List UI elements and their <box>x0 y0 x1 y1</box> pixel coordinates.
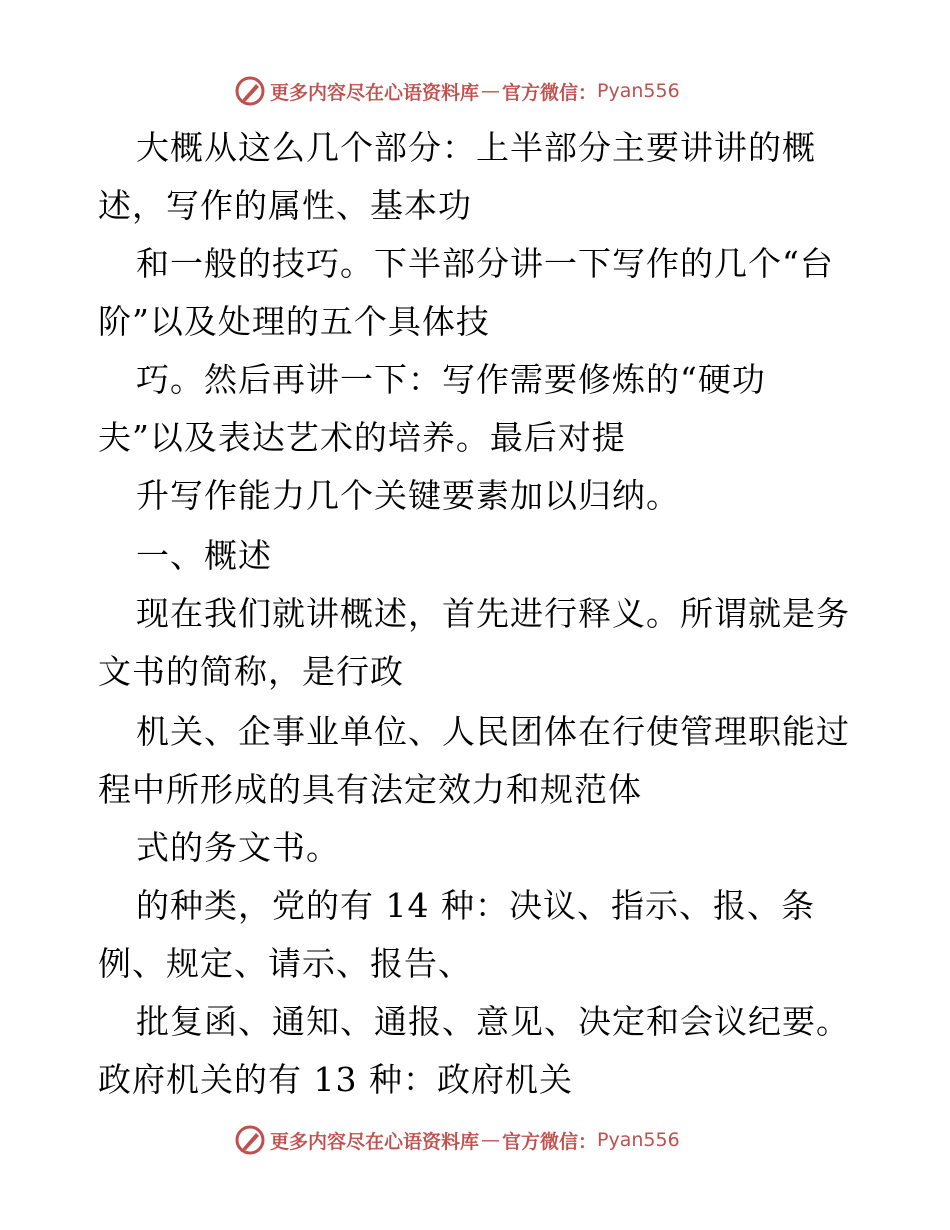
footer-watermark <box>234 1123 680 1157</box>
text-line: 的种类，党的有 14 种：决议、指示、报、条 <box>136 886 815 925</box>
watermark-text: 更多内容尽在心语资料库 <box>270 81 480 104</box>
header-watermark <box>234 74 680 108</box>
text-line: 例、规定、请示、报告、 <box>98 944 472 983</box>
pen-circle-logo-icon <box>234 75 266 107</box>
text-line: 批复函、通知、通报、意见、决定和会议纪要。 <box>136 1002 850 1041</box>
watermark-text: 更多内容尽在心语资料库 <box>270 1130 480 1153</box>
text-line: 巧。然后再讲一下：写作需要修炼的“硬功 <box>136 360 766 399</box>
watermark-official-label: 官方微信： <box>502 1130 598 1153</box>
text-line: 大概从这么几个部分：上半部分主要讲讲的概 <box>136 128 816 167</box>
text-line: 政府机关的有 13 种：政府机关 <box>98 1060 573 1099</box>
watermark-separator: — <box>481 80 501 102</box>
pen-circle-logo-icon <box>234 1124 266 1156</box>
watermark-separator: — <box>481 1129 501 1151</box>
watermark-account: Pyan556 <box>597 1129 680 1151</box>
text-line: 升写作能力几个关键要素加以归纳。 <box>136 476 680 515</box>
section-heading: 一、概述 <box>136 536 272 575</box>
text-line: 现在我们就讲概述，首先进行释义。所谓就是务 <box>136 594 850 633</box>
text-line: 程中所形成的具有法定效力和规范体 <box>98 770 642 809</box>
text-line: 机关、企事业单位、人民团体在行使管理职能过 <box>136 712 850 751</box>
watermark-official-label: 官方微信： <box>502 81 598 104</box>
text-line: 夫”以及表达艺术的培养。最后对提 <box>98 418 626 457</box>
text-line: 述，写作的属性、基本功 <box>98 186 472 225</box>
text-line: 和一般的技巧。下半部分讲一下写作的几个“台 <box>136 244 834 283</box>
text-line: 阶”以及处理的五个具体技 <box>98 302 490 341</box>
text-line: 文书的简称，是行政 <box>98 652 404 691</box>
watermark-account: Pyan556 <box>597 80 680 102</box>
text-line: 式的务文书。 <box>136 828 340 867</box>
